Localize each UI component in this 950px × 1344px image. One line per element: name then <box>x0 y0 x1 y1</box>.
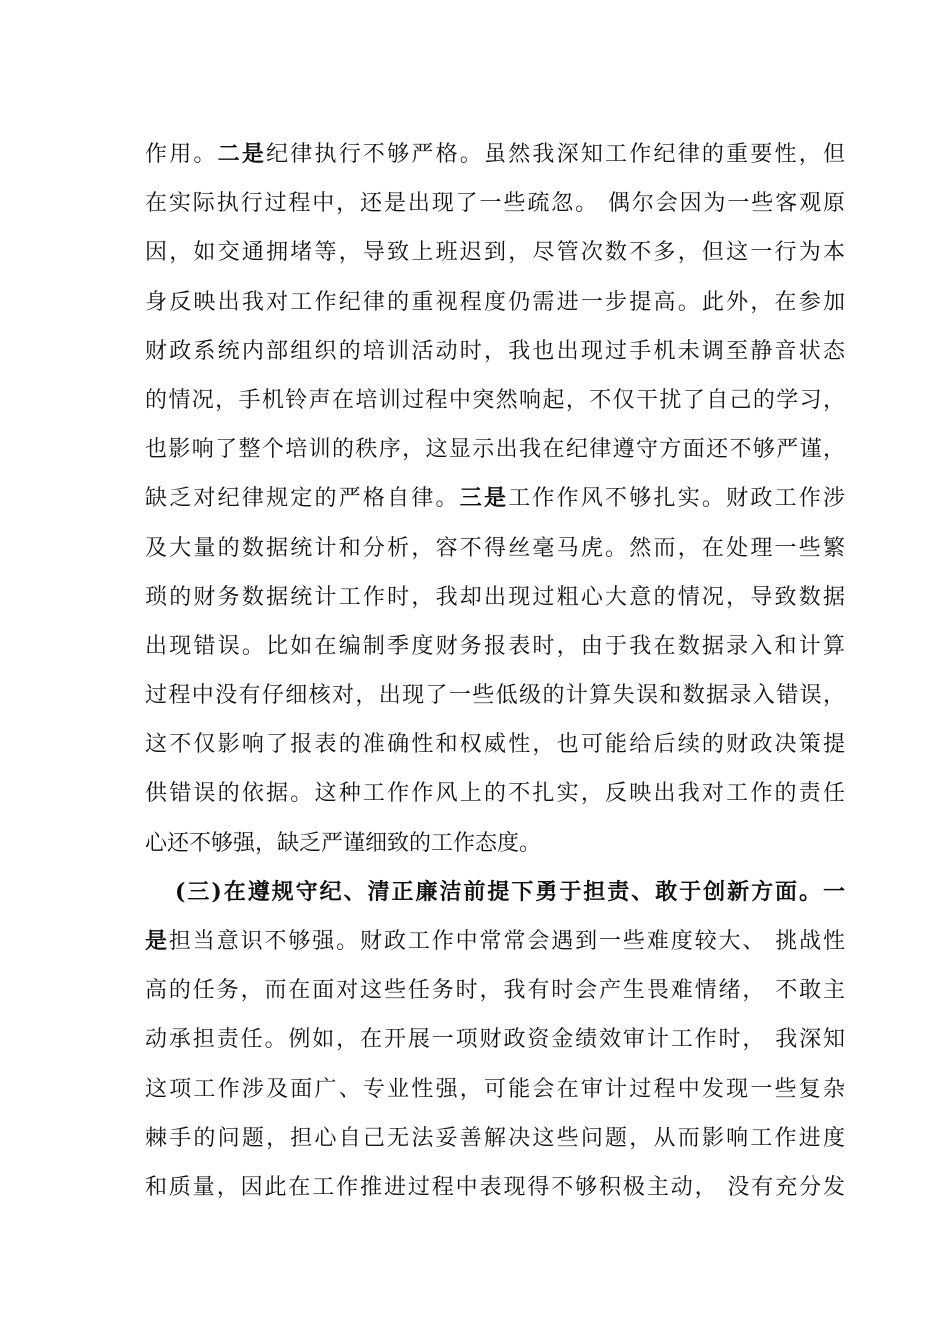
text-segment: 也影响了整个培训的秩序，这显示出我在纪律遵守方面还不够严谨， <box>145 437 845 463</box>
text-segment: 高的任务，而在面对这些任务时，我有时会产生畏难情绪， 不敢主 <box>145 978 845 1004</box>
text-line <box>145 1015 845 1064</box>
text-segment: 因，如交通拥堵等，导致上班迟到，尽管次数不多，但这一行为本 <box>145 240 845 266</box>
text-line <box>145 868 845 917</box>
text-segment: 的情况，手机铃声在培训过程中突然响起，不仅干扰了自己的学习， <box>145 387 845 413</box>
text-segment: 工作作风不够扎实。财政工作涉 <box>508 486 845 512</box>
text-segment: 和质量，因此在工作推进过程中表现得不够积极主动， 没有充分发 <box>145 1174 845 1200</box>
text-segment: 这不仅影响了报表的准确性和权威性，也可能给后续的财政决策提 <box>145 732 845 758</box>
text-line <box>145 376 845 425</box>
text-segment: 过程中没有仔细核对，出现了一些低级的计算失误和数据录入错误， <box>145 683 845 709</box>
text-segment: 在实际执行过程中，还是出现了一些疏忽。 偶尔会因为一些客观原 <box>145 191 845 217</box>
text-line <box>145 130 845 179</box>
text-line <box>145 474 845 523</box>
text-line <box>145 524 845 573</box>
body-text <box>145 130 845 1212</box>
text-segment: 及大量的数据统计和分析，容不得丝毫马虎。然而，在处理一些繁 <box>145 535 845 561</box>
text-line <box>145 573 845 622</box>
text-segment: 缺乏对纪律规定的严格自律。 <box>145 486 460 512</box>
text-segment: 心还不够强，缺乏严谨细致的工作态度。 <box>145 830 542 856</box>
bold-text-segment: 二是 <box>217 141 267 167</box>
text-segment: 财政系统内部组织的培训活动时，我也出现过手机未调至静音状态 <box>145 338 845 364</box>
text-line <box>145 1163 845 1212</box>
text-segment: 琐的财务数据统计工作时，我却出现过粗心大意的情况，导致数据 <box>145 584 845 610</box>
text-segment: 纪律执行不够严格。虽然我深知工作纪律的重要性，但 <box>266 142 845 167</box>
bold-text-segment: (三)在遵规守纪、清正廉洁前提下勇于担责、敢于创新方面。一 <box>175 878 845 905</box>
text-line <box>145 966 845 1015</box>
text-segment: 身反映出我对工作纪律的重视程度仍需进一步提高。此外，在参加 <box>145 289 845 315</box>
bold-text-segment: 是 <box>145 928 169 954</box>
text-segment: 担当意识不够强。财政工作中常常会遇到一些难度较大、 挑战性 <box>168 929 845 954</box>
text-segment: 这项工作涉及面广、专业性强，可能会在审计过程中发现一些复杂 <box>145 1076 845 1102</box>
bold-text-segment: 三是 <box>459 485 509 512</box>
text-segment: 棘手的问题，担心自己无法妥善解决这些问题，从而影响工作进度 <box>145 1125 845 1151</box>
text-segment: 出现错误。比如在编制季度财务报表时，由于我在数据录入和计算 <box>145 633 845 659</box>
text-line <box>145 327 845 376</box>
text-line <box>145 425 845 474</box>
text-segment: 动承担责任。例如，在开展一项财政资金绩效审计工作时， 我深知 <box>145 1027 845 1053</box>
text-segment: 作用。 <box>145 142 218 167</box>
text-line <box>145 1065 845 1114</box>
text-segment: 供错误的依据。这种工作作风上的不扎实，反映出我对工作的责任 <box>145 781 845 807</box>
text-line <box>145 671 845 720</box>
text-line <box>145 819 845 868</box>
text-line <box>145 278 845 327</box>
text-line <box>145 720 845 769</box>
text-line <box>145 622 845 671</box>
text-line <box>145 769 845 818</box>
text-line <box>145 228 845 277</box>
text-line <box>145 917 845 966</box>
text-line <box>145 179 845 228</box>
text-line <box>145 1114 845 1163</box>
